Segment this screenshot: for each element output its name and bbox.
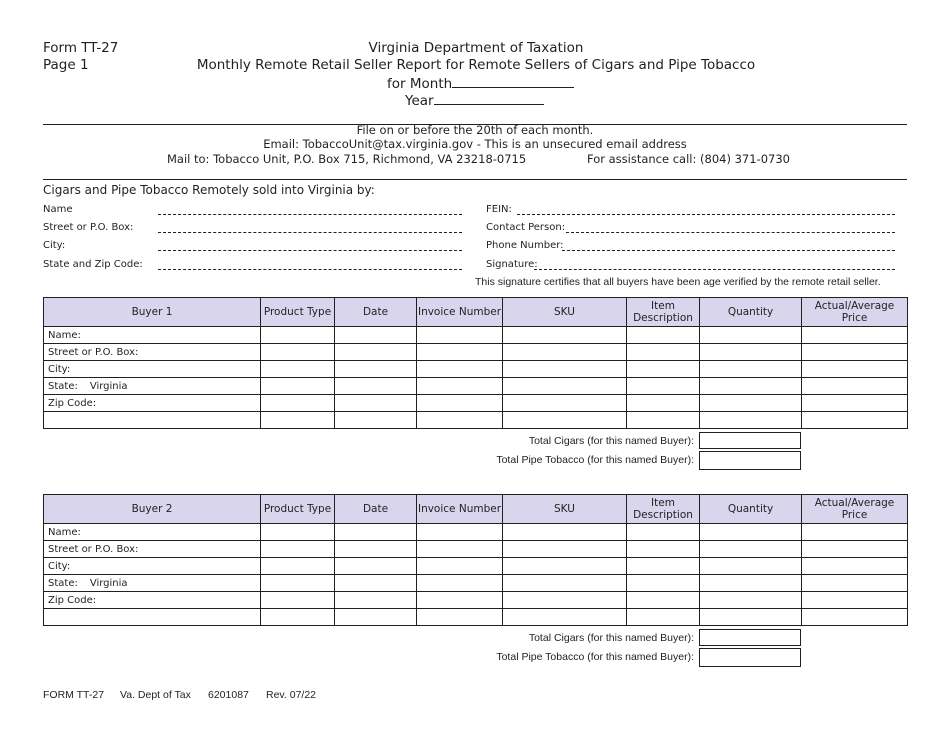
signature-label: Signature:	[486, 259, 538, 270]
row-label[interactable]: City:	[44, 361, 261, 378]
contact-person-input[interactable]	[566, 232, 895, 233]
col-sku: SKU	[503, 495, 627, 524]
table-row	[44, 558, 908, 575]
footer-revision: Rev. 07/22	[266, 689, 317, 701]
filing-email: Email: TobaccoUnit@tax.virginia.gov - This is an unsecured email address	[263, 137, 687, 151]
total-pipe-input[interactable]	[699, 648, 801, 667]
buyer-1-table	[43, 297, 908, 429]
seller-city-input[interactable]	[158, 250, 462, 251]
col-product-type: Product Type	[261, 495, 335, 524]
fein-label: FEIN:	[486, 204, 512, 215]
filing-due: File on or before the 20th of each month.	[356, 123, 594, 137]
seller-state-zip-input[interactable]	[158, 269, 462, 270]
row-label[interactable]: Street or P.O. Box:	[44, 344, 261, 361]
col-invoice-number: Invoice Number	[417, 495, 503, 524]
table-row	[44, 378, 908, 395]
table-row	[44, 344, 908, 361]
col-invoice-number: Invoice Number	[417, 298, 503, 327]
col-date: Date	[335, 298, 417, 327]
table-row	[44, 575, 908, 592]
total-cigars-input[interactable]	[699, 629, 801, 646]
state-value: Virginia	[89, 577, 128, 589]
agency-name: Virginia Department of Taxation	[368, 40, 584, 56]
row-label[interactable]: Zip Code:	[44, 592, 261, 609]
row-label[interactable]: City:	[44, 558, 261, 575]
contact-person-label: Contact Person:	[486, 222, 566, 233]
row-label: State:	[48, 577, 78, 589]
row-label[interactable]: Street or P.O. Box:	[44, 541, 261, 558]
table-row	[44, 541, 908, 558]
form-id: Form TT-27	[43, 40, 119, 56]
year-input[interactable]	[434, 92, 544, 105]
col-quantity: Quantity	[700, 495, 802, 524]
col-date: Date	[335, 495, 417, 524]
month-label: for Month	[387, 76, 453, 92]
seller-street-label: Street or P.O. Box:	[43, 222, 134, 233]
certification-note: This signature certifies that all buyers have been age verified by the remote retail seller.	[475, 276, 881, 288]
col-item-description: Item Description	[627, 495, 700, 524]
table-row	[44, 609, 908, 626]
fein-input[interactable]	[517, 214, 895, 215]
table-row	[44, 327, 908, 344]
col-product-type: Product Type	[261, 298, 335, 327]
table-header-row	[44, 298, 908, 327]
table-row	[44, 412, 908, 429]
buyer-label: Buyer 1	[44, 298, 261, 327]
seller-street-input[interactable]	[158, 232, 462, 233]
seller-city-label: City:	[43, 240, 66, 251]
total-pipe-label: Total Pipe Tobacco (for this named Buyer):	[496, 454, 694, 466]
seller-state-zip-label: State and Zip Code:	[43, 259, 143, 270]
row-label: State:	[48, 380, 78, 392]
row-label[interactable]: Name:	[44, 327, 261, 344]
divider	[43, 179, 907, 180]
footer-form: FORM TT-27	[43, 689, 105, 701]
table-row	[44, 395, 908, 412]
total-cigars-input[interactable]	[699, 432, 801, 449]
month-field	[387, 75, 574, 92]
col-price: Actual/Average Price	[802, 495, 908, 524]
seller-name-input[interactable]	[158, 214, 462, 215]
col-item-description: Item Description	[627, 298, 700, 327]
table-header-row	[44, 495, 908, 524]
form-title: Monthly Remote Retail Seller Report for Remote Sellers of Cigars and Pipe Tobacco	[196, 57, 756, 73]
state-cell[interactable]	[44, 378, 261, 395]
table-row	[44, 592, 908, 609]
col-sku: SKU	[503, 298, 627, 327]
signature-input[interactable]	[534, 269, 895, 270]
page-number: Page 1	[43, 57, 89, 73]
buyer-label: Buyer 2	[44, 495, 261, 524]
seller-name-label: Name	[43, 204, 73, 215]
row-label[interactable]: Zip Code:	[44, 395, 261, 412]
total-cigars-label: Total Cigars (for this named Buyer):	[528, 435, 694, 447]
total-pipe-label: Total Pipe Tobacco (for this named Buyer):	[496, 651, 694, 663]
col-quantity: Quantity	[700, 298, 802, 327]
year-field	[405, 92, 544, 109]
footer-code: 6201087	[208, 689, 249, 701]
total-pipe-input[interactable]	[699, 451, 801, 470]
phone-label: Phone Number:	[486, 240, 564, 251]
phone-input[interactable]	[562, 250, 895, 251]
row-label[interactable]: Name:	[44, 524, 261, 541]
year-label: Year	[405, 93, 434, 109]
total-cigars-label: Total Cigars (for this named Buyer):	[528, 632, 694, 644]
state-value: Virginia	[89, 380, 128, 392]
month-input[interactable]	[452, 75, 574, 88]
table-row	[44, 524, 908, 541]
state-cell[interactable]	[44, 575, 261, 592]
seller-heading: Cigars and Pipe Tobacco Remotely sold into Virginia by:	[43, 183, 375, 197]
buyer-2-table	[43, 494, 908, 626]
filing-phone: For assistance call: (804) 371-0730	[587, 152, 790, 166]
table-row	[44, 361, 908, 378]
footer-dept: Va. Dept of Tax	[120, 689, 191, 701]
filing-mail: Mail to: Tobacco Unit, P.O. Box 715, Richmond, VA 23218-0715	[167, 152, 527, 166]
col-price: Actual/Average Price	[802, 298, 908, 327]
